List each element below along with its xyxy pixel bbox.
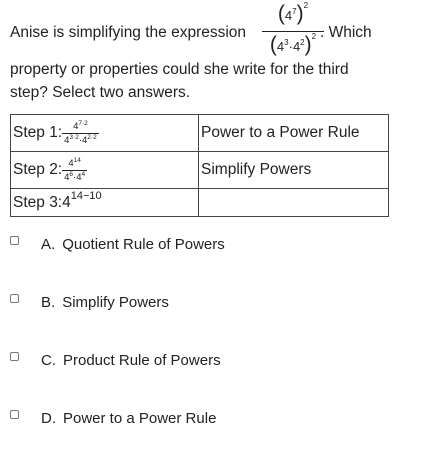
table-row [11, 152, 389, 189]
choice-b[interactable] [10, 291, 169, 313]
expression-numerator: $(4^7)^2$ [277, 1, 309, 25]
choice-letter: A. [41, 235, 56, 253]
question-line-3: step? Select two answers. [10, 84, 191, 101]
step-3-exponent: 14−10 [70, 190, 102, 203]
question-text-before: Anise is simplifying the expression [10, 24, 247, 41]
step-label: Step 3: [13, 193, 63, 211]
step-label: Step 1: [13, 124, 63, 141]
step-1-cell [11, 115, 199, 152]
question-text-after-wrap [320, 21, 372, 44]
choice-letter: C. [41, 351, 56, 369]
choice-letter: B. [41, 293, 56, 311]
expression-denominator: $(4^3\cdot 4^2)^2$ [269, 32, 317, 56]
step-1-fraction: $\frac{4^{7\cdot 2}}{4^{3\cdot 2}\cdot 4^{2\cdot 2}}$ [64, 119, 97, 146]
choice-letter: D. [41, 409, 56, 427]
step-3-cell [11, 189, 199, 217]
question-line-2: property or properties could she write for the third [10, 61, 349, 78]
step-1-property: Power to a Power Rule [199, 115, 389, 152]
checkbox-icon[interactable] [10, 294, 19, 303]
step-2-fraction: $\frac{4^{14}}{4^6\cdot 4^4}$ [64, 156, 86, 183]
choice-label: Quotient Rule of Powers [62, 235, 225, 253]
table-row [11, 115, 389, 152]
step-label: Step 2: [13, 161, 63, 178]
table-row [11, 189, 389, 217]
checkbox-icon[interactable] [10, 236, 19, 245]
choice-label: Power to a Power Rule [63, 409, 217, 427]
choice-label: Product Rule of Powers [63, 351, 221, 369]
question-text-after: . Which [320, 24, 372, 41]
step-2-cell [11, 152, 199, 189]
question-line-1 [10, 21, 246, 44]
step-3-property [199, 189, 389, 217]
choice-c[interactable] [10, 349, 221, 371]
choice-a[interactable] [10, 233, 225, 255]
question-expression [262, 2, 324, 57]
choice-d[interactable] [10, 407, 216, 429]
checkbox-icon[interactable] [10, 352, 19, 361]
checkbox-icon[interactable] [10, 410, 19, 419]
step-2-property: Simplify Powers [199, 152, 389, 189]
steps-table [10, 114, 389, 217]
step-3-base: 4 [62, 193, 71, 211]
choice-label: Simplify Powers [62, 293, 169, 311]
